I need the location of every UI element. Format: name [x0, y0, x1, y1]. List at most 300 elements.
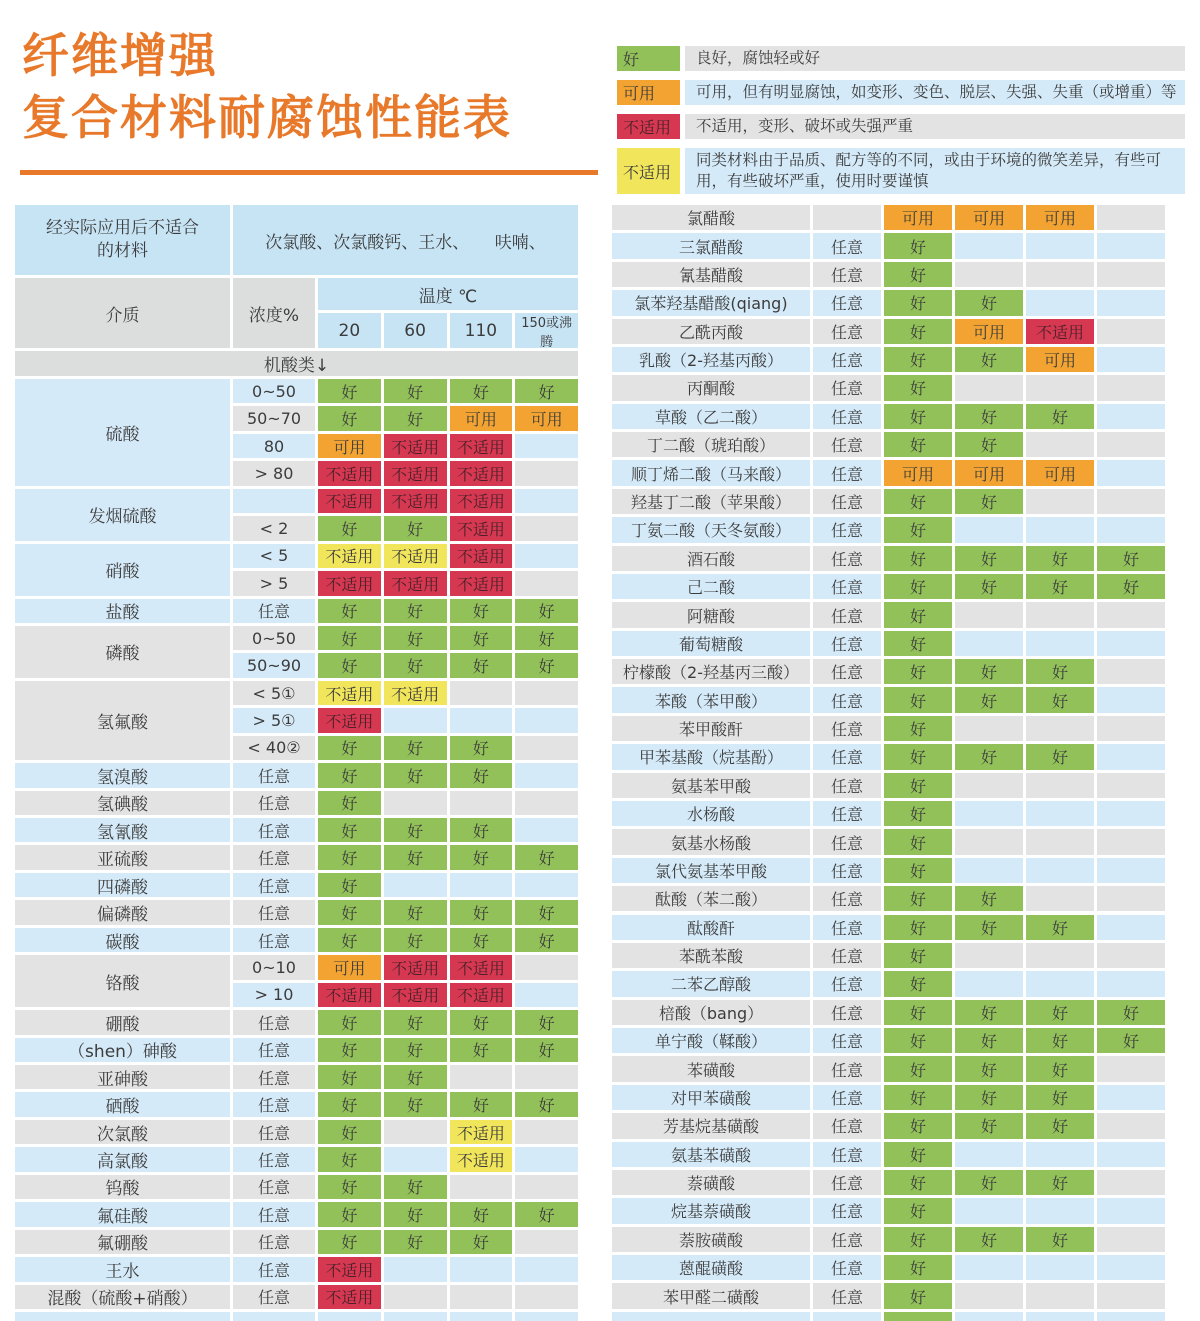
rating-cell: 好: [384, 1065, 447, 1089]
concentration-cell: 任意: [233, 1285, 315, 1309]
empty-rating-cell: [955, 829, 1023, 854]
rating-cell: 好: [384, 763, 447, 787]
medium-cell: 酞酸酐: [612, 915, 810, 940]
empty-rating-cell: [955, 773, 1023, 798]
rating-cell: 好: [884, 375, 952, 400]
concentration-header: 浓度%: [233, 278, 315, 348]
not-suitable-header: [15, 205, 230, 275]
temp-col-header: 150或沸腾: [515, 313, 578, 348]
rating-cell: 好: [450, 1010, 513, 1034]
medium-cell: 丁二酸（琥珀酸）: [612, 432, 810, 457]
rating-cell: 好: [1097, 1028, 1165, 1053]
concentration-cell: < 40②: [233, 736, 315, 760]
empty-rating-cell: [515, 1120, 578, 1144]
medium-header: 介质: [15, 278, 230, 348]
rating-cell: 好: [515, 626, 578, 650]
rating-cell: 好: [318, 1092, 381, 1116]
empty-rating-cell: [1097, 290, 1165, 315]
rating-cell: 好: [384, 1175, 447, 1199]
empty-rating-cell: [515, 1230, 578, 1254]
rating-cell: 不适用: [318, 681, 381, 705]
concentration-cell: 任意: [813, 1142, 881, 1167]
rating-cell: 不适用: [318, 1257, 381, 1281]
concentration-cell: 任意: [813, 1113, 881, 1138]
concentration-cell: 50~70: [233, 406, 315, 430]
rating-cell: 不适用: [318, 571, 381, 595]
partial-row-cell: [612, 1312, 810, 1321]
empty-rating-cell: [1097, 716, 1165, 741]
rating-cell: 好: [515, 599, 578, 623]
rating-cell: 好: [955, 1000, 1023, 1025]
rating-cell: 可用: [955, 205, 1023, 230]
concentration-cell: 任意: [813, 432, 881, 457]
empty-rating-cell: [1026, 375, 1094, 400]
rating-cell: 好: [450, 763, 513, 787]
rating-cell: 好: [884, 687, 952, 712]
concentration-cell: > 5①: [233, 708, 315, 732]
empty-rating-cell: [450, 1175, 513, 1199]
rating-cell: 好: [955, 1170, 1023, 1195]
empty-rating-cell: [515, 818, 578, 842]
empty-rating-cell: [384, 1257, 447, 1281]
rating-cell: 好: [384, 653, 447, 677]
medium-cell: 草酸（乙二酸）: [612, 404, 810, 429]
empty-rating-cell: [384, 1120, 447, 1144]
rating-cell: 好: [515, 1038, 578, 1062]
medium-cell: 氢碘酸: [15, 791, 230, 815]
empty-rating-cell: [450, 1065, 513, 1089]
empty-rating-cell: [955, 1142, 1023, 1167]
medium-cell: 三氯醋酸: [612, 233, 810, 258]
concentration-cell: 任意: [813, 1056, 881, 1081]
rating-cell: 好: [955, 546, 1023, 571]
concentration-cell: 任意: [813, 801, 881, 826]
medium-cell: 氨基水杨酸: [612, 829, 810, 854]
rating-cell: 好: [1026, 1170, 1094, 1195]
rating-cell: 好: [515, 845, 578, 869]
rating-cell: 好: [515, 1010, 578, 1034]
rating-cell: 好: [1026, 1056, 1094, 1081]
rating-cell: 好: [318, 1230, 381, 1254]
empty-rating-cell: [515, 708, 578, 732]
medium-cell: 硝酸: [15, 544, 230, 596]
medium-cell: 苯磺酸: [612, 1056, 810, 1081]
empty-rating-cell: [515, 791, 578, 815]
empty-rating-cell: [1026, 489, 1094, 514]
rating-cell: 好: [318, 1065, 381, 1089]
rating-cell: 可用: [450, 406, 513, 430]
rating-cell: 好: [384, 736, 447, 760]
rating-cell: 不适用: [318, 544, 381, 568]
rating-cell: 好: [955, 404, 1023, 429]
medium-cell: 丁氨二酸（天冬氨酸）: [612, 517, 810, 542]
rating-cell: 好: [318, 1175, 381, 1199]
empty-rating-cell: [1097, 659, 1165, 684]
rating-cell: 好: [450, 1092, 513, 1116]
empty-rating-cell: [1097, 1198, 1165, 1223]
empty-rating-cell: [450, 873, 513, 897]
rating-cell: 好: [884, 546, 952, 571]
concentration-cell: 任意: [813, 262, 881, 287]
empty-rating-cell: [955, 858, 1023, 883]
concentration-cell: 任意: [813, 631, 881, 656]
rating-cell: 好: [1026, 574, 1094, 599]
medium-cell: 酒石酸: [612, 546, 810, 571]
rating-cell: 好: [884, 716, 952, 741]
legend-badge: 好: [617, 46, 680, 71]
rating-cell: 好: [955, 347, 1023, 372]
rating-cell: 好: [318, 516, 381, 540]
rating-cell: 不适用: [318, 489, 381, 513]
medium-cell: 氢溴酸: [15, 763, 230, 787]
empty-rating-cell: [515, 571, 578, 595]
concentration-cell: 任意: [813, 233, 881, 258]
empty-rating-cell: [515, 434, 578, 458]
rating-cell: 好: [318, 1120, 381, 1144]
empty-rating-cell: [515, 516, 578, 540]
rating-cell: 好: [884, 347, 952, 372]
empty-rating-cell: [1097, 943, 1165, 968]
empty-rating-cell: [384, 791, 447, 815]
concentration-cell: 任意: [233, 845, 315, 869]
rating-cell: 好: [884, 1227, 952, 1252]
empty-rating-cell: [515, 461, 578, 485]
concentration-cell: [233, 489, 315, 513]
medium-cell: 次氯酸: [15, 1120, 230, 1144]
concentration-cell: 任意: [813, 460, 881, 485]
rating-cell: 好: [515, 900, 578, 924]
partial-row-cell: [318, 1312, 381, 1321]
rating-cell: 好: [318, 626, 381, 650]
rating-cell: 可用: [515, 406, 578, 430]
concentration-cell: 0~50: [233, 379, 315, 403]
medium-cell: 顺丁烯二酸（马来酸）: [612, 460, 810, 485]
concentration-cell: 任意: [813, 1170, 881, 1195]
partial-row-cell: [233, 1312, 315, 1321]
medium-cell: 氟硅酸: [15, 1202, 230, 1226]
legend: [617, 46, 1185, 203]
empty-rating-cell: [1026, 1255, 1094, 1280]
empty-rating-cell: [1097, 971, 1165, 996]
not-suitable-materials: 次氯酸、次氯酸钙、王水、 呋喃、: [233, 205, 578, 275]
legend-badge: 可用: [617, 80, 680, 105]
rating-cell: 好: [318, 1147, 381, 1171]
medium-cell: 硼酸: [15, 1010, 230, 1034]
empty-rating-cell: [1097, 744, 1165, 769]
rating-cell: 好: [884, 1255, 952, 1280]
partial-row-cell: [450, 1312, 513, 1321]
empty-rating-cell: [955, 943, 1023, 968]
legend-badge: 不适用: [617, 148, 680, 194]
medium-cell: 芳基烷基磺酸: [612, 1113, 810, 1138]
empty-rating-cell: [1097, 375, 1165, 400]
empty-rating-cell: [1097, 829, 1165, 854]
rating-cell: 不适用: [318, 708, 381, 732]
concentration-cell: 任意: [813, 290, 881, 315]
rating-cell: 好: [450, 653, 513, 677]
not-suitable-header-line2: 的材料: [97, 241, 148, 261]
partial-row-cell: [813, 1312, 881, 1321]
medium-cell: 氟硼酸: [15, 1230, 230, 1254]
medium-cell: 柠檬酸（2-羟基丙三酸）: [612, 659, 810, 684]
concentration-cell: 任意: [813, 1198, 881, 1223]
medium-cell: 羟基丁二酸（苹果酸）: [612, 489, 810, 514]
rating-cell: 好: [884, 432, 952, 457]
empty-rating-cell: [1097, 1085, 1165, 1110]
concentration-cell: 任意: [813, 347, 881, 372]
rating-cell: 好: [884, 744, 952, 769]
medium-cell: 酞酸（苯二酸）: [612, 886, 810, 911]
concentration-cell: 任意: [813, 1283, 881, 1308]
rating-cell: 好: [384, 626, 447, 650]
rating-cell: 好: [1026, 687, 1094, 712]
empty-rating-cell: [1097, 347, 1165, 372]
medium-cell: 乙酰丙酸: [612, 319, 810, 344]
rating-cell: 好: [955, 1113, 1023, 1138]
rating-cell: 好: [884, 1142, 952, 1167]
rating-cell: 不适用: [450, 544, 513, 568]
rating-cell: 不适用: [450, 489, 513, 513]
empty-rating-cell: [1097, 602, 1165, 627]
legend-row: [617, 46, 1185, 71]
medium-cell: 阿糖酸: [612, 602, 810, 627]
rating-cell: 不适用: [318, 1285, 381, 1309]
concentration-cell: 任意: [233, 763, 315, 787]
rating-cell: 好: [384, 599, 447, 623]
medium-cell: 苯甲醛二磺酸: [612, 1283, 810, 1308]
rating-cell: 可用: [1026, 205, 1094, 230]
rating-cell: 好: [884, 943, 952, 968]
rating-cell: 好: [515, 653, 578, 677]
rating-cell: 好: [318, 1010, 381, 1034]
rating-cell: 好: [884, 659, 952, 684]
concentration-cell: [813, 205, 881, 230]
legend-desc: 良好，腐蚀轻或好: [685, 46, 1185, 71]
medium-cell: 氢氰酸: [15, 818, 230, 842]
medium-cell: 亚砷酸: [15, 1065, 230, 1089]
empty-rating-cell: [955, 1198, 1023, 1223]
concentration-cell: 任意: [233, 1230, 315, 1254]
empty-rating-cell: [1026, 858, 1094, 883]
not-suitable-header-line1: 经实际应用后不适合: [46, 218, 199, 238]
concentration-cell: < 5①: [233, 681, 315, 705]
medium-cell: 氯苯羟基醋酸(qiang): [612, 290, 810, 315]
rating-cell: 好: [450, 599, 513, 623]
organic-acids-rows: [612, 205, 1165, 1321]
concentration-cell: 任意: [233, 900, 315, 924]
empty-rating-cell: [515, 955, 578, 979]
medium-cell: 铬酸: [15, 955, 230, 1007]
rating-cell: 好: [884, 233, 952, 258]
empty-rating-cell: [955, 716, 1023, 741]
rating-cell: 不适用: [384, 681, 447, 705]
empty-rating-cell: [1097, 1113, 1165, 1138]
empty-rating-cell: [384, 1285, 447, 1309]
concentration-cell: 任意: [233, 1065, 315, 1089]
rating-cell: 好: [318, 406, 381, 430]
concentration-cell: 任意: [233, 1092, 315, 1116]
empty-rating-cell: [384, 873, 447, 897]
partial-row-cell: [15, 1312, 230, 1321]
medium-cell: 盐酸: [15, 599, 230, 623]
concentration-cell: 任意: [813, 404, 881, 429]
rating-cell: 不适用: [384, 983, 447, 1007]
rating-cell: 不适用: [384, 489, 447, 513]
rating-cell: 可用: [1026, 460, 1094, 485]
rating-cell: 好: [884, 1000, 952, 1025]
empty-rating-cell: [515, 736, 578, 760]
medium-cell: 苯酰苯酸: [612, 943, 810, 968]
rating-cell: 好: [884, 517, 952, 542]
medium-cell: 王水: [15, 1257, 230, 1281]
rating-cell: 可用: [318, 434, 381, 458]
rating-cell: 好: [884, 1113, 952, 1138]
rating-cell: 好: [450, 818, 513, 842]
temperature-subheader-row: [318, 313, 578, 348]
empty-rating-cell: [1026, 801, 1094, 826]
rating-cell: 好: [884, 886, 952, 911]
empty-rating-cell: [1097, 858, 1165, 883]
rating-cell: 好: [1097, 574, 1165, 599]
temperature-header: 温度 ℃: [318, 278, 578, 310]
concentration-cell: 任意: [233, 1038, 315, 1062]
empty-rating-cell: [515, 763, 578, 787]
empty-rating-cell: [955, 1283, 1023, 1308]
medium-cell: 偏磷酸: [15, 900, 230, 924]
concentration-cell: 任意: [233, 791, 315, 815]
empty-rating-cell: [515, 1285, 578, 1309]
empty-rating-cell: [1097, 1255, 1165, 1280]
inorganic-acids-table: [15, 205, 578, 1321]
medium-cell: 四磷酸: [15, 873, 230, 897]
empty-rating-cell: [1097, 460, 1165, 485]
rating-cell: 好: [318, 791, 381, 815]
rating-cell: 好: [884, 319, 952, 344]
empty-rating-cell: [955, 971, 1023, 996]
rating-cell: 好: [450, 1202, 513, 1226]
rating-cell: 好: [384, 818, 447, 842]
empty-rating-cell: [1097, 1170, 1165, 1195]
medium-cell: 二苯乙醇酸: [612, 971, 810, 996]
empty-rating-cell: [1097, 631, 1165, 656]
rating-cell: 好: [318, 599, 381, 623]
empty-rating-cell: [515, 1147, 578, 1171]
rating-cell: 好: [1026, 1085, 1094, 1110]
empty-rating-cell: [1097, 1142, 1165, 1167]
concentration-cell: 任意: [813, 1085, 881, 1110]
empty-rating-cell: [1097, 489, 1165, 514]
medium-cell: 碳酸: [15, 928, 230, 952]
medium-cell: 亚硫酸: [15, 845, 230, 869]
title-underline: [20, 170, 598, 175]
concentration-cell: 任意: [233, 1147, 315, 1171]
rating-cell: 可用: [884, 205, 952, 230]
rating-cell: 好: [318, 900, 381, 924]
empty-rating-cell: [1097, 687, 1165, 712]
rating-cell: 好: [384, 845, 447, 869]
rating-cell: 好: [318, 873, 381, 897]
concentration-cell: 任意: [813, 489, 881, 514]
medium-cell: 高氯酸: [15, 1147, 230, 1171]
empty-rating-cell: [1097, 205, 1165, 230]
concentration-cell: 任意: [233, 599, 315, 623]
medium-cell: 萘胺磺酸: [612, 1227, 810, 1252]
rating-cell: 不适用: [318, 461, 381, 485]
empty-rating-cell: [1026, 971, 1094, 996]
concentration-cell: 任意: [813, 319, 881, 344]
rating-cell: 好: [955, 1056, 1023, 1081]
rating-cell: 好: [884, 971, 952, 996]
rating-cell: 好: [515, 1202, 578, 1226]
rating-cell: 好: [450, 928, 513, 952]
legend-desc: 可用，但有明显腐蚀，如变形、变色、脱层、失强、失重（或增重）等: [685, 80, 1185, 105]
concentration-cell: 0~50: [233, 626, 315, 650]
rating-cell: 好: [955, 915, 1023, 940]
empty-rating-cell: [1097, 886, 1165, 911]
rating-cell: 好: [1026, 546, 1094, 571]
concentration-cell: 任意: [813, 1227, 881, 1252]
medium-cell: 葡萄糖酸: [612, 631, 810, 656]
legend-desc: 同类材料由于品质、配方等的不同，或由于环境的微笑差异，有些可用，有些破坏严重，使用时要谨慎: [685, 148, 1185, 194]
medium-cell: 氰基醋酸: [612, 262, 810, 287]
empty-rating-cell: [450, 681, 513, 705]
rating-cell: 好: [318, 818, 381, 842]
legend-desc: 不适用，变形、破坏或失强严重: [685, 114, 1185, 139]
rating-cell: 不适用: [1026, 319, 1094, 344]
empty-rating-cell: [1026, 943, 1094, 968]
concentration-cell: 50~90: [233, 653, 315, 677]
medium-cell: 硫酸: [15, 379, 230, 486]
rating-cell: 好: [1026, 1113, 1094, 1138]
empty-rating-cell: [1026, 1283, 1094, 1308]
partial-row-cell: [515, 1312, 578, 1321]
rating-cell: 可用: [1026, 347, 1094, 372]
medium-cell: 萘磺酸: [612, 1170, 810, 1195]
rating-cell: 不适用: [384, 571, 447, 595]
rating-cell: 好: [884, 404, 952, 429]
rating-cell: 不适用: [450, 1120, 513, 1144]
rating-cell: 好: [384, 379, 447, 403]
rating-cell: 不适用: [450, 983, 513, 1007]
rating-cell: 好: [1097, 546, 1165, 571]
concentration-cell: < 5: [233, 544, 315, 568]
legend-row: [617, 148, 1185, 194]
legend-row: [617, 114, 1185, 139]
rating-cell: 好: [1026, 1227, 1094, 1252]
rating-cell: 不适用: [384, 955, 447, 979]
concentration-cell: 任意: [233, 1257, 315, 1281]
rating-cell: 好: [955, 574, 1023, 599]
rating-cell: 好: [384, 1230, 447, 1254]
rating-cell: 好: [884, 489, 952, 514]
rating-cell: 可用: [318, 955, 381, 979]
empty-rating-cell: [1026, 1142, 1094, 1167]
partial-row-cell: [955, 1312, 1023, 1321]
rating-cell: 好: [450, 379, 513, 403]
concentration-cell: 任意: [233, 928, 315, 952]
medium-cell: 氯代氨基苯甲酸: [612, 858, 810, 883]
rating-cell: 不适用: [384, 544, 447, 568]
organic-acids-table: [612, 205, 1165, 1321]
concentration-cell: 任意: [813, 716, 881, 741]
medium-cell: 氨基苯甲酸: [612, 773, 810, 798]
concentration-cell: 任意: [813, 517, 881, 542]
empty-rating-cell: [1097, 801, 1165, 826]
medium-cell: 烷基萘磺酸: [612, 1198, 810, 1223]
empty-rating-cell: [955, 1255, 1023, 1280]
medium-cell: 氢氟酸: [15, 681, 230, 760]
rating-cell: 好: [955, 1028, 1023, 1053]
